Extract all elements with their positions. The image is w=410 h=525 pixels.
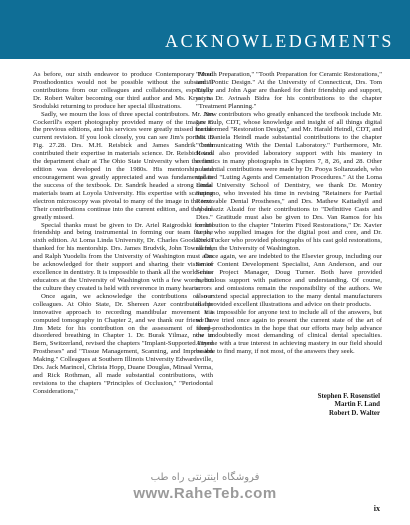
watermark-url: www.RaheTeb.com xyxy=(133,485,277,502)
left-column xyxy=(33,71,213,396)
paragraph: Sadly, we mourn the loss of three special contributors. Mr. Jim Cockerill's expert photography provided many of the images in the previous editions, and his services were greatly missed for the current revision. If you look closely, you can see Jim's portrait in Fig. 27.28. Drs. M.H. Reisbick and James Sandrik both contributed their expertise in materials science. Dr. Reisbick was the department chair at The Ohio State University when the first edition was developed in the 1980s. His mentorship and encouragement was greatly appreciated and was fundamental to the success of the textbook. Dr. Sandrik headed a strong dental materials team at Loyola University. His expertise with scanning electron microscopy was pivotal to many of the image in the text. Their contributions continue into the current edition, and they are greatly missed. xyxy=(33,110,213,221)
author-name: Stephen F. Rosenstiel xyxy=(317,393,380,400)
author-name: Robert D. Walter xyxy=(329,409,380,417)
paragraph: "Mouth Preparation," "Tooth Preparation for Ceramic Restorations," and "Pontic Design." At the University of Connecticut, Drs. Tom Taylor and John Agar are thanked for their friendship and support, as is Dr. Avinash Bidra for his contributions to the chapter "Treatment Planning." xyxy=(196,71,382,110)
author-name: Martin F. Land xyxy=(334,401,380,409)
watermark-persian: فروشگاه اینترنتی راه طب xyxy=(150,472,260,483)
page-title: ACKNOWLEDGMENTS xyxy=(165,31,394,51)
page-number: ix xyxy=(373,504,380,513)
paragraph: Special thanks must be given to Dr. Ariel Raigrodski for his friendship and being instrumental in forming our team for the sixth edition. At Loma Linda University, Dr. Charles Goodacre is thanked for his mentorship. Drs. James Brudvik, John Townsend, and Ralph Yuodelis from the University of Washington must also be acknowledged for their support and sharing their vision of excellence in dentistry. It is impossible to thank all the world-class educators at the University of Washington with a few words, but the culture they created is held with reverence in many hearts. xyxy=(33,221,213,292)
paragraph: It is impossible for anyone text to include all of the answers, but we have tried once again to present the current state of the art of fixed prosthodontics in the hope that our efforts may help advance the undoubtedly most demanding of clinical dental specialties. Anyone with a true interest in achieving mastery in our field should be able to find many, if not most, of the answers they seek. xyxy=(196,308,382,356)
header-banner xyxy=(0,0,410,59)
paragraph: Once again, we are indebted to the Elsevier group, including our Senior Content Development Specialist, Ann Anderson, and our Senior Project Manager, Doug Turner. Both have provided meticulous support with patience and understanding. Of course, errors and omissions remain the responsibility of the authors. We also extend special appreciation to the many dental manufacturers that provided excellent illustrations and advice on their products. xyxy=(196,253,382,308)
right-column xyxy=(196,71,382,356)
author-signatures xyxy=(318,393,380,418)
paragraph: Once again, we acknowledge the contributions of our colleagues. At Ohio State, Dr. Shereen Azer contributed his innovative approach to recording mandibular movement via computed tomography in Chapter 2, and we thank our friend Dr. Jim Metz for his contribution on the assessment of sleep-disordered breathing in Chapter 1. Dr. Burak Yilmaz, now in Bern, Switzerland, revised the chapters "Implant-Supported Fixed Prostheses" and "Tissue Management, Scanning, and Impression Making." Colleagues at Southern Illinois University Edwardsville, Drs. Jack Marincel, Christa Hopp, Duane Douglas, Minaal Verma, and Rick Rothman, all made substantial contributions, with revisions to the chapters "Principles of Occlusion," "Periodontal Considerations," xyxy=(33,292,213,395)
paragraph: New contributors who greatly enhanced the textbook include Mr. Lee Culp, CDT, whose knowledge and insight of all things digital transformed "Restoration Design," and Mr. Harald Heindl, CDT, and Ms. Daniela Heindl made substantial contributions to the chapter "Communicating With the Dental Laboratory." Furthermore, Mr. Heindl also provided laboratory support with his mastery in ceramics in many photographs in Chapters 7, 8, 26, and 28. Other substantial contributions were made by Dr. Pooya Soltanzadeh, who updated "Luting Agents and Cementation Procedures." At the Loma Linda University School of Dentistry, we thank Dr. Montry Suprono, who invested his time in revising "Retainers for Partial Removable Dental Prostheses," and Drs. Mathew Kattadiyil and Abdulaziz Alzaid for their contributions to "Definitive Casts and Dies." Gratitude must also be given to Drs. Van Ramos for his contribution to the chapter "Interim Fixed Restorations," Dr. Xavier Lepe, who supplied images for the digital post and core, and Dr. Dick Tucker who provided photographs of his cast gold restorations, all from the University of Washington. xyxy=(196,110,382,253)
paragraph: As before, our sixth endeavor to produce Contemporary Fixed Prosthodontics would not be possible without the substantial contributions from our colleagues and collaborators, especially Dr. Robert Walter becoming our third author and Ms. Krystyna Srodulski returning to produce her special illustrations. xyxy=(33,71,213,110)
